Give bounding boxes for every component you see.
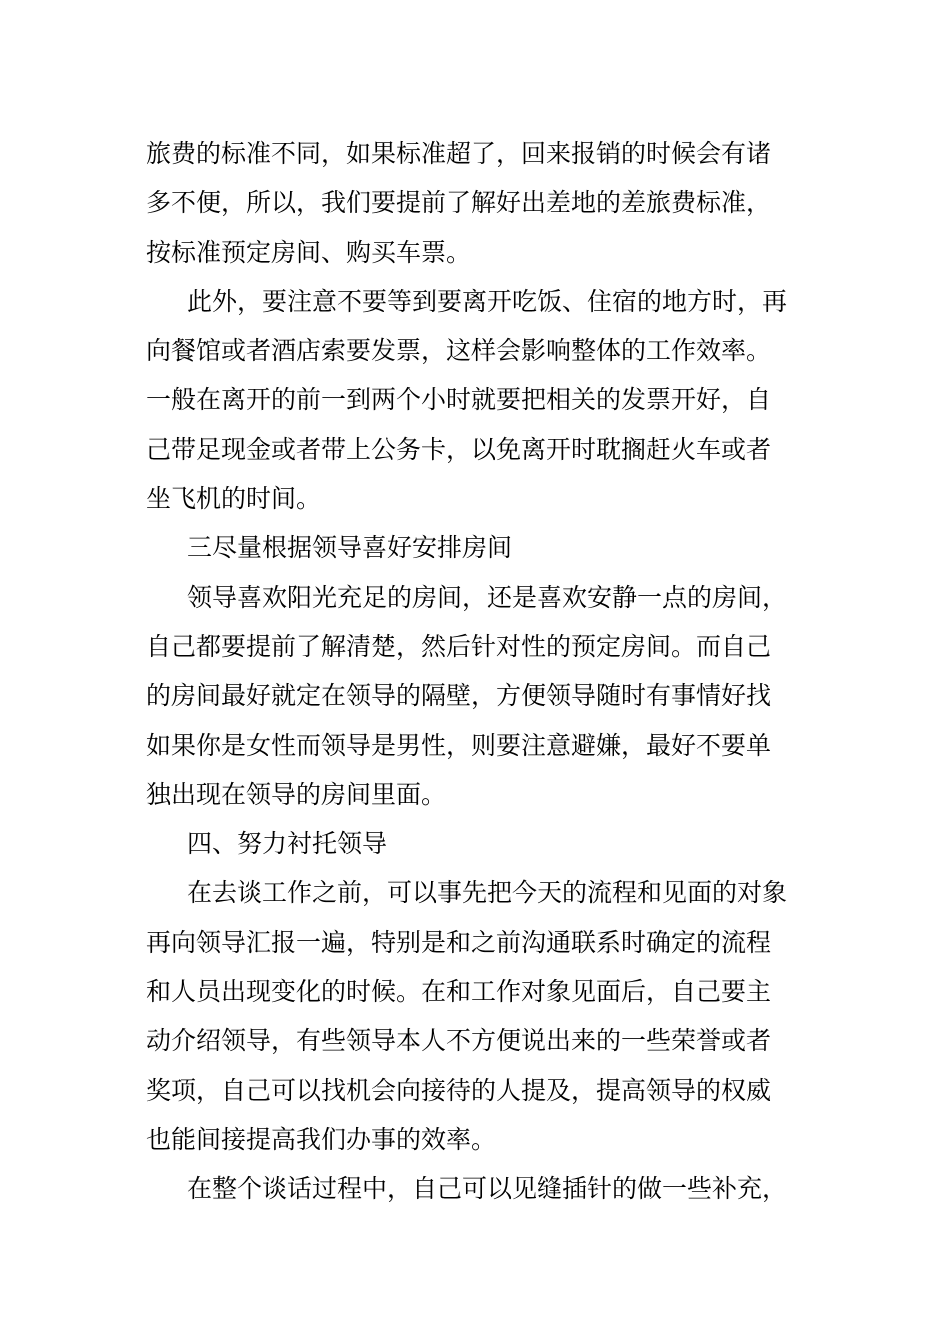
section-heading: 三尽量根据领导喜好安排房间 — [187, 533, 513, 563]
paragraph-line: 按标准预定房间、购买车票。 — [146, 237, 472, 267]
paragraph-line: 的房间最好就定在领导的隔壁，方便领导随时有事情好找 — [146, 681, 772, 711]
paragraph-line: 自己都要提前了解清楚，然后针对性的预定房间。而自己 — [146, 631, 772, 661]
paragraph-line: 在整个谈话过程中，自己可以见缝插针的做一些补充， — [187, 1174, 788, 1204]
paragraph-line: 此外，要注意不要等到要离开吃饭、住宿的地方时，再 — [187, 286, 788, 316]
paragraph-line: 向餐馆或者酒店索要发票，这样会影响整体的工作效率。 — [146, 336, 772, 366]
paragraph-line: 坐飞机的时间。 — [146, 484, 322, 514]
paragraph-line: 动介绍领导，有些领导本人不方便说出来的一些荣誉或者 — [146, 1026, 772, 1056]
paragraph-line: 奖项，自己可以找机会向接待的人提及，提高领导的权威 — [146, 1075, 772, 1105]
paragraph-line: 多不便，所以，我们要提前了解好出差地的差旅费标准， — [146, 188, 772, 218]
paragraph-line: 在去谈工作之前，可以事先把今天的流程和见面的对象 — [187, 878, 788, 908]
paragraph-line: 也能间接提高我们办事的效率。 — [146, 1124, 497, 1154]
paragraph-line: 如果你是女性而领导是男性，则要注意避嫌，最好不要单 — [146, 730, 772, 760]
paragraph-line: 己带足现金或者带上公务卡，以免离开时耽搁赶火车或者 — [146, 434, 772, 464]
paragraph-line: 一般在离开的前一到两个小时就要把相关的发票开好，自 — [146, 385, 772, 415]
paragraph-line: 领导喜欢阳光充足的房间，还是喜欢安静一点的房间， — [187, 582, 788, 612]
document-body — [146, 129, 810, 1214]
paragraph-line: 旅费的标准不同，如果标准超了，回来报销的时候会有诸 — [146, 139, 772, 168]
paragraph-line: 和人员出现变化的时候。在和工作对象见面后，自己要主 — [146, 977, 772, 1007]
paragraph-line: 再向领导汇报一遍，特别是和之前沟通联系时确定的流程 — [146, 927, 772, 957]
section-heading: 四、努力衬托领导 — [187, 829, 388, 859]
paragraph-line: 独出现在领导的房间里面。 — [146, 779, 447, 809]
